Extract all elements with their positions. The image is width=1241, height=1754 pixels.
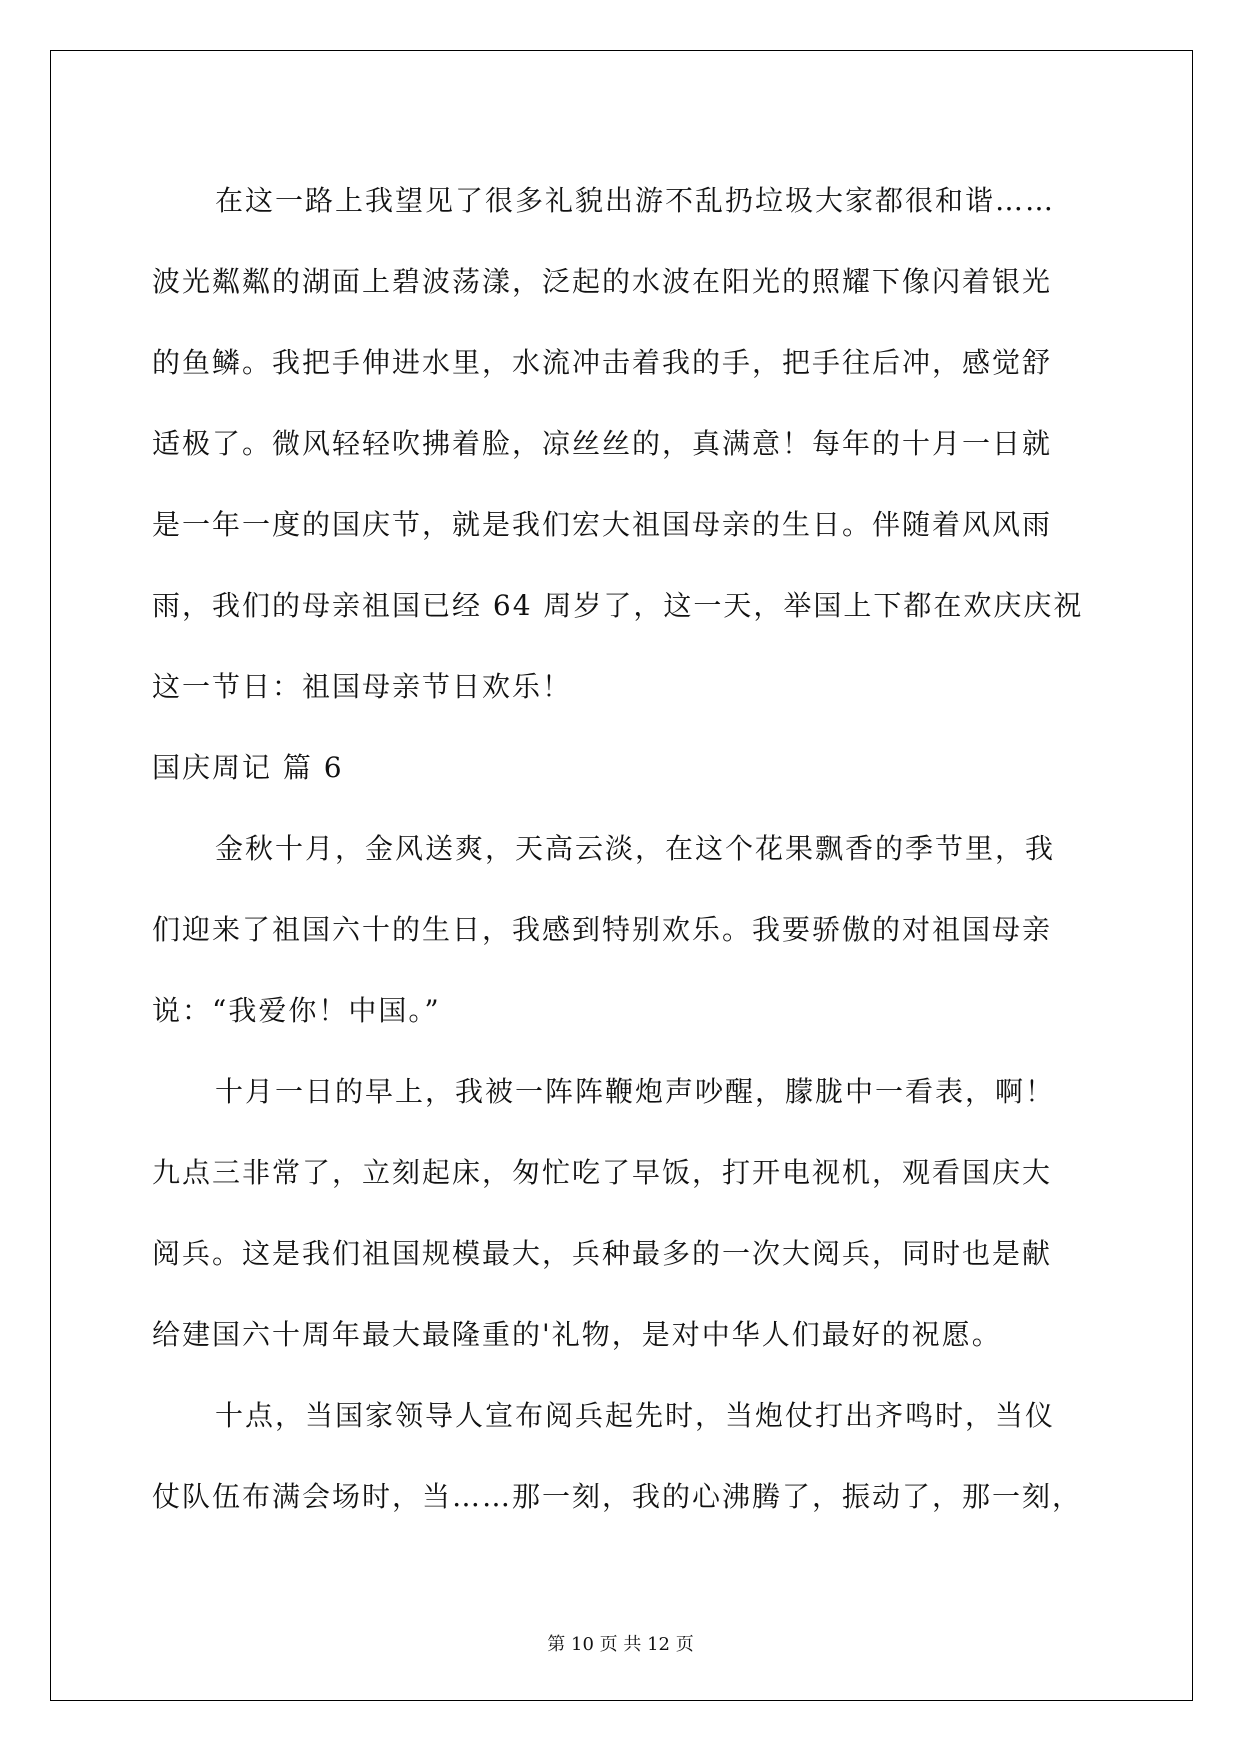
text-line: 金秋十月，金风送爽，天高云淡，在这个花果飘香的季节里，我 — [215, 832, 1056, 865]
text-line: 仗队伍布满会场时，当……那一刻，我的心沸腾了，振动了，那一刻， — [152, 1480, 1083, 1513]
page-number: 第 10 页 共 12 页 — [547, 1634, 694, 1655]
text-line: 阅兵。这是我们祖国规模最大，兵种最多的一次大阅兵，同时也是献 — [152, 1237, 1053, 1270]
text-line: 九点三非常了，立刻起床，匆忙吃了早饭，打开电视机，观看国庆大 — [152, 1156, 1053, 1189]
text-line: 在这一路上我望见了很多礼貌出游不乱扔垃圾大家都很和谐…… — [215, 184, 1056, 217]
text-line: 波光粼粼的湖面上碧波荡漾，泛起的水波在阳光的照耀下像闪着银光 — [152, 265, 1053, 298]
text-line: 十点，当国家领导人宣布阅兵起先时，当炮仗打出齐鸣时，当仪 — [215, 1399, 1056, 1432]
paragraph — [152, 808, 1092, 1051]
text-line: 十月一日的早上，我被一阵阵鞭炮声吵醒，朦胧中一看表，啊！ — [215, 1075, 1056, 1108]
text-line: 给建国六十周年最大最隆重的'礼物，是对中华人们最好的祝愿。 — [152, 1318, 1002, 1351]
text-line: 的鱼鳞。我把手伸进水里，水流冲击着我的手，把手往后冲，感觉舒 — [152, 346, 1053, 379]
text-line: 这一节日：祖国母亲节日欢乐！ — [152, 670, 573, 703]
text-line: 雨，我们的母亲祖国已经 64 周岁了，这一天，举国上下都在欢庆庆祝 — [152, 589, 1084, 622]
text-line: 是一年一度的国庆节，就是我们宏大祖国母亲的生日。伴随着风风雨 — [152, 508, 1053, 541]
text-line: 适极了。微风轻轻吹拂着脸，凉丝丝的，真满意！每年的十月一日就 — [152, 427, 1053, 460]
text-line: 说：“我爱你！中国。” — [152, 994, 441, 1027]
document-body — [152, 160, 1092, 1537]
paragraph — [152, 1375, 1092, 1537]
text-line: 们迎来了祖国六十的生日，我感到特别欢乐。我要骄傲的对祖国母亲 — [152, 913, 1053, 946]
section-heading: 国庆周记 篇 6 — [152, 751, 344, 784]
paragraph — [152, 1051, 1092, 1375]
paragraph — [152, 160, 1092, 727]
